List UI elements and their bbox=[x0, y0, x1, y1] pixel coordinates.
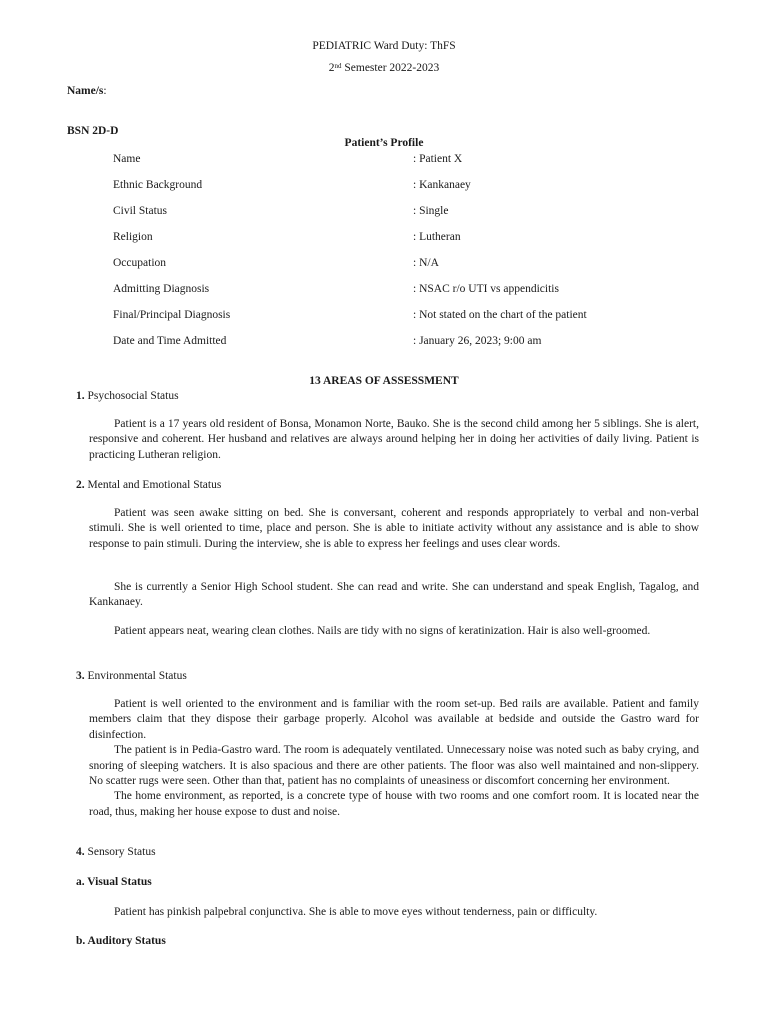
section-4a-title: Visual Status bbox=[87, 876, 152, 888]
profile-value-civil: : Single bbox=[413, 205, 449, 217]
profile-value-admitting: : NSAC r/o UTI vs appendicitis bbox=[413, 283, 559, 295]
semester-number: 2 bbox=[328, 62, 335, 74]
section-2-body-b bbox=[89, 580, 699, 611]
names-colon: : bbox=[103, 85, 107, 97]
paragraph: The home environment, as reported, is a concrete type of house with two rooms and one comfort room. It is located near the road, thus, making her house expose to dust and noise. bbox=[89, 790, 699, 818]
section-3-body bbox=[89, 697, 699, 820]
section-4a-number: a. bbox=[76, 876, 85, 888]
profile-label-civil: Civil Status bbox=[113, 205, 167, 217]
names-line bbox=[67, 84, 107, 99]
profile-value-name: : Patient X bbox=[413, 153, 463, 165]
section-4-number: 4. bbox=[76, 846, 85, 858]
paragraph: She is currently a Senior High School student. She can read and write. She can understand and speak English, Tagalog, and Kankanaey. bbox=[89, 581, 699, 609]
section-4b-heading bbox=[76, 934, 166, 949]
section-1-body bbox=[89, 417, 699, 463]
profile-label-name: Name bbox=[113, 153, 141, 165]
section-4-heading bbox=[76, 845, 156, 860]
paragraph: The patient is in Pedia-Gastro ward. The room is adequately ventilated. Unnecessary noise was noted such as baby crying, and snoring of sleeping watchers. It is also spacious and there are other patients. The floor was also well maintained and non-slippery. No scatter rugs were seen. Other than that, patient has no complaints of uneasiness or discomfort concerning her environment. bbox=[89, 744, 699, 788]
section-4-title: Sensory Status bbox=[87, 846, 156, 858]
section-4b-title: Auditory Status bbox=[87, 935, 166, 947]
section-4a-heading bbox=[76, 875, 152, 890]
paragraph: Patient appears neat, wearing clean clothes. Nails are tidy with no signs of keratinization. Hair is also well-groomed. bbox=[114, 625, 651, 637]
profile-value-ethnic: : Kankanaey bbox=[413, 179, 471, 191]
section-3-number: 3. bbox=[76, 670, 85, 682]
section-3-heading bbox=[76, 669, 187, 684]
section-1-title: Psychosocial Status bbox=[87, 390, 179, 402]
section-4b-number: b. bbox=[76, 935, 86, 947]
section-4a-body bbox=[89, 905, 699, 920]
profile-value-occupation: : N/A bbox=[413, 257, 439, 269]
names-label: Name/s bbox=[67, 85, 104, 97]
profile-label-occupation: Occupation bbox=[113, 257, 167, 269]
section-2-title: Mental and Emotional Status bbox=[87, 479, 222, 491]
paragraph: Patient was seen awake sitting on bed. She is conversant, coherent and responds appropriately to verbal and non-verbal stimuli. She is well oriented to time, place and person. She is able to initiate activity without any assistance and is able to show response to pain stimuli. During the interview, she is able to express her feelings and uses clear words. bbox=[89, 507, 699, 550]
paragraph: Patient has pinkish palpebral conjunctiva. She is able to move eyes without tenderness, pain or difficulty. bbox=[114, 906, 598, 918]
profile-value-religion: : Lutheran bbox=[413, 231, 461, 243]
paragraph: Patient is a 17 years old resident of Bonsa, Monamon Norte, Bauko. She is the second child among her 5 siblings. She is alert, responsive and coherent. Her husband and relatives are always around helping her in doing her activities of daily living. Patient is practicing Lutheran religion. bbox=[89, 418, 699, 461]
section-3-title: Environmental Status bbox=[87, 670, 187, 682]
semester-suffix: nd bbox=[334, 62, 342, 70]
assessment-title: 13 AREAS OF ASSESSMENT bbox=[309, 375, 459, 387]
profile-label-final: Final/Principal Diagnosis bbox=[113, 309, 231, 321]
section-2-body-a bbox=[89, 506, 699, 552]
profile-label-religion: Religion bbox=[113, 231, 153, 243]
section-2-heading bbox=[76, 478, 221, 493]
section-label: BSN 2D-D bbox=[67, 125, 119, 137]
doc-header-title: PEDIATRIC Ward Duty: ThFS bbox=[312, 40, 456, 52]
profile-label-admitting: Admitting Diagnosis bbox=[113, 283, 210, 295]
section-1-heading bbox=[76, 389, 179, 404]
section-2-number: 2. bbox=[76, 479, 85, 491]
profile-label-ethnic: Ethnic Background bbox=[113, 179, 203, 191]
profile-value-admitted: : January 26, 2023; 9:00 am bbox=[413, 335, 542, 347]
doc-header-semester bbox=[0, 61, 768, 76]
profile-title: Patient’s Profile bbox=[344, 137, 424, 149]
section-1-number: 1. bbox=[76, 390, 85, 402]
semester-label: Semester 2022-2023 bbox=[341, 62, 440, 74]
section-2-body-c bbox=[89, 624, 699, 639]
profile-label-admitted: Date and Time Admitted bbox=[113, 335, 227, 347]
profile-value-final: : Not stated on the chart of the patient bbox=[413, 309, 587, 321]
paragraph: Patient is well oriented to the environment and is familiar with the room set-up. Bed rails are available. Patient and family members claim that they dispose their garbage properly. Alcohol was available at bedside and outside the Gastro ward for disinfection. bbox=[89, 698, 699, 741]
